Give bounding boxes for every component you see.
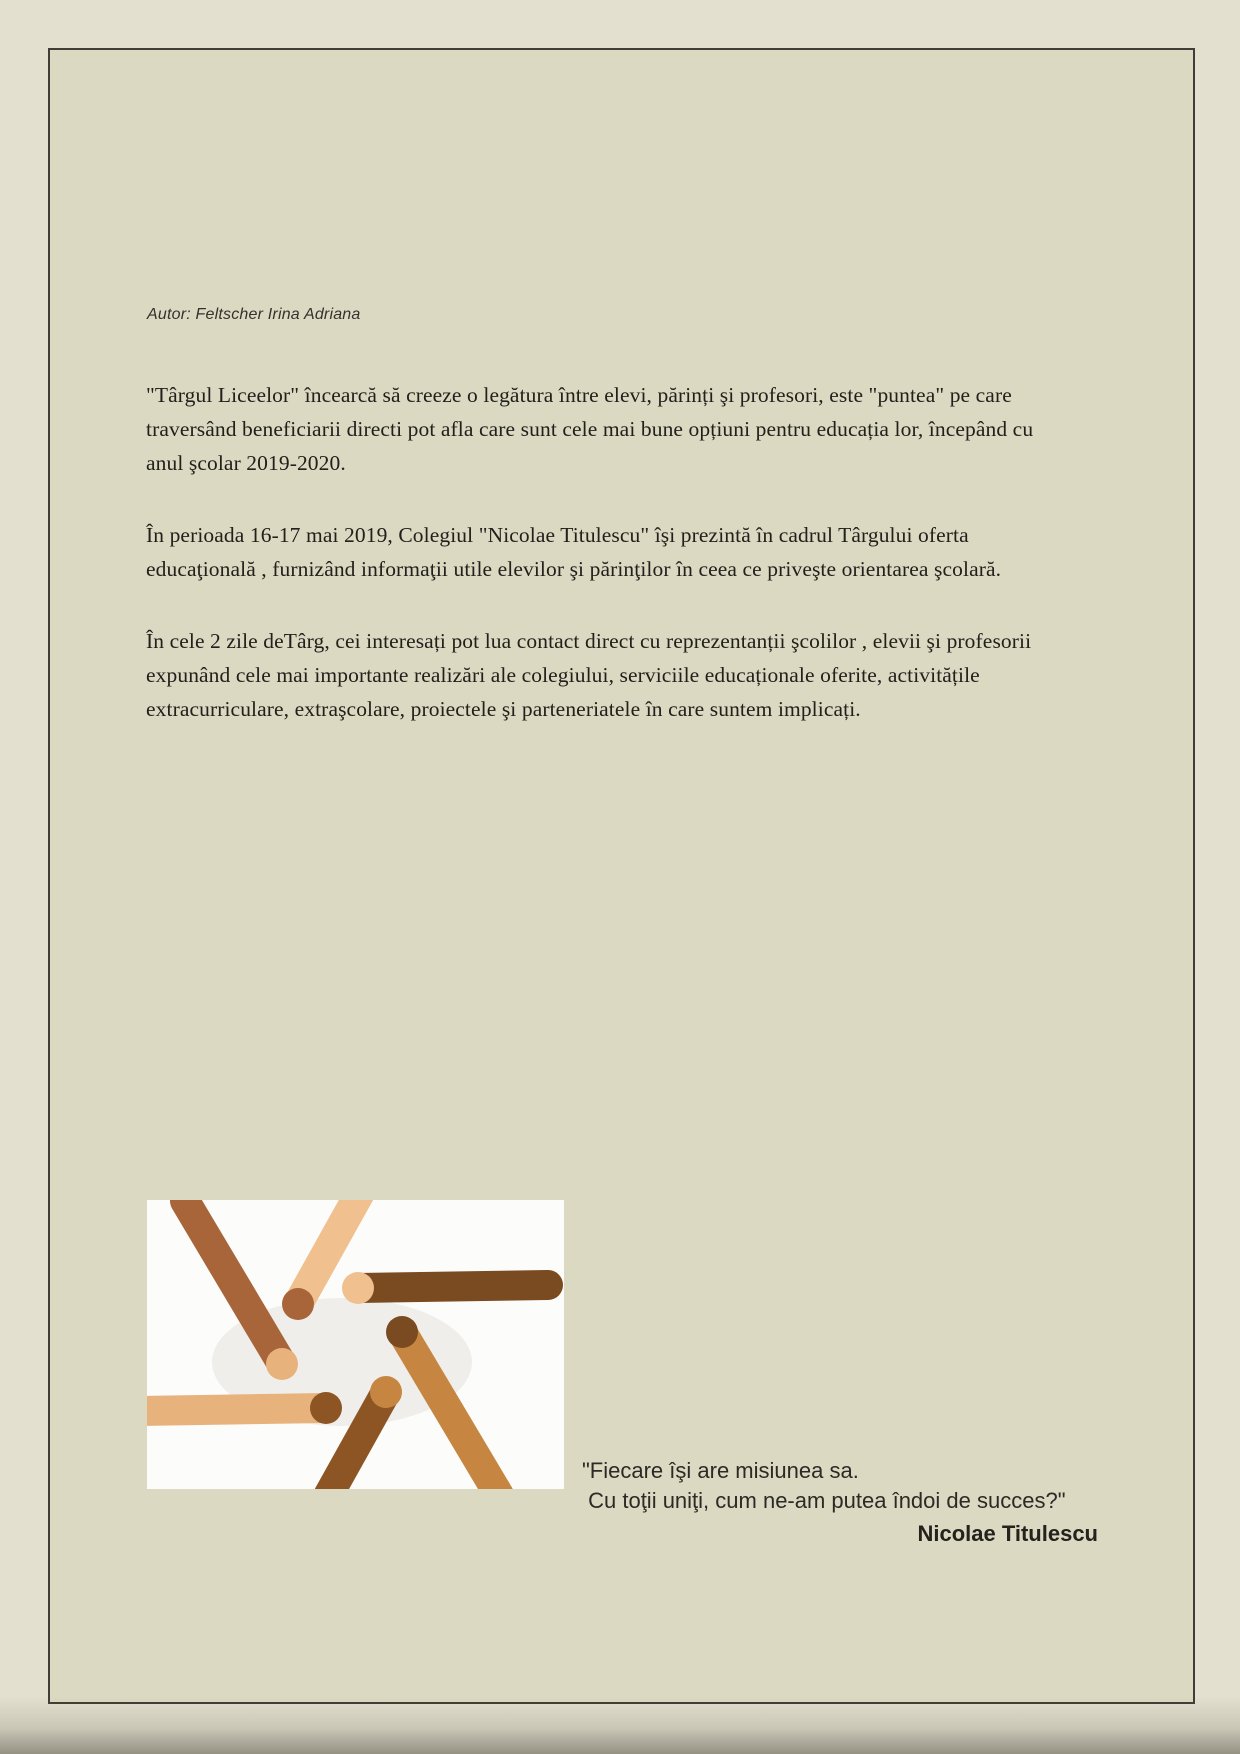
page-bottom-shadow xyxy=(0,1696,1240,1754)
quote-line-1: "Fiecare îşi are misiunea sa. xyxy=(582,1458,859,1483)
author-line: Autor: Feltscher Irina Adriana xyxy=(147,306,361,323)
paragraph-fair-details: În cele 2 zile deTârg, cei interesați pot lua contact direct cu reprezentanții şcolilor , elevii şi profesorii expunând cele mai importante realizări ale colegiului, serviciile educaționale oferite, activitățile extracurriculare, extraşcolare, proiectele şi parteneriatele în care suntem implicați. xyxy=(146,629,1032,721)
quote-attribution: Nicolae Titulescu xyxy=(917,1521,1098,1546)
hands-circle-illustration xyxy=(147,1200,564,1489)
quote-line-2: Cu toţii uniţi, cum ne-am putea îndoi de succes?" xyxy=(582,1488,1066,1513)
quote-block xyxy=(582,1456,1098,1549)
paragraph-intro: "Târgul Liceelor" încearcă să creeze o legătura între elevi, părinți şi profesori, este "puntea" pe care traversând beneficiarii directi pot afla care sunt cele mai bune opțiuni pentru educația lor, începând cu anul şcolar 2019-2020. xyxy=(146,383,1034,475)
paragraph-event-dates: În perioada 16-17 mai 2019, Colegiul "Nicolae Titulescu" îşi prezintă în cadrul Târgului oferta educaţională , furnizând informaţii utile elevilor şi părinţilor în ceea ce priveşte orientarea şcolară. xyxy=(146,523,1002,581)
hands-unity-photo xyxy=(147,1200,564,1489)
document-body xyxy=(146,378,1038,764)
